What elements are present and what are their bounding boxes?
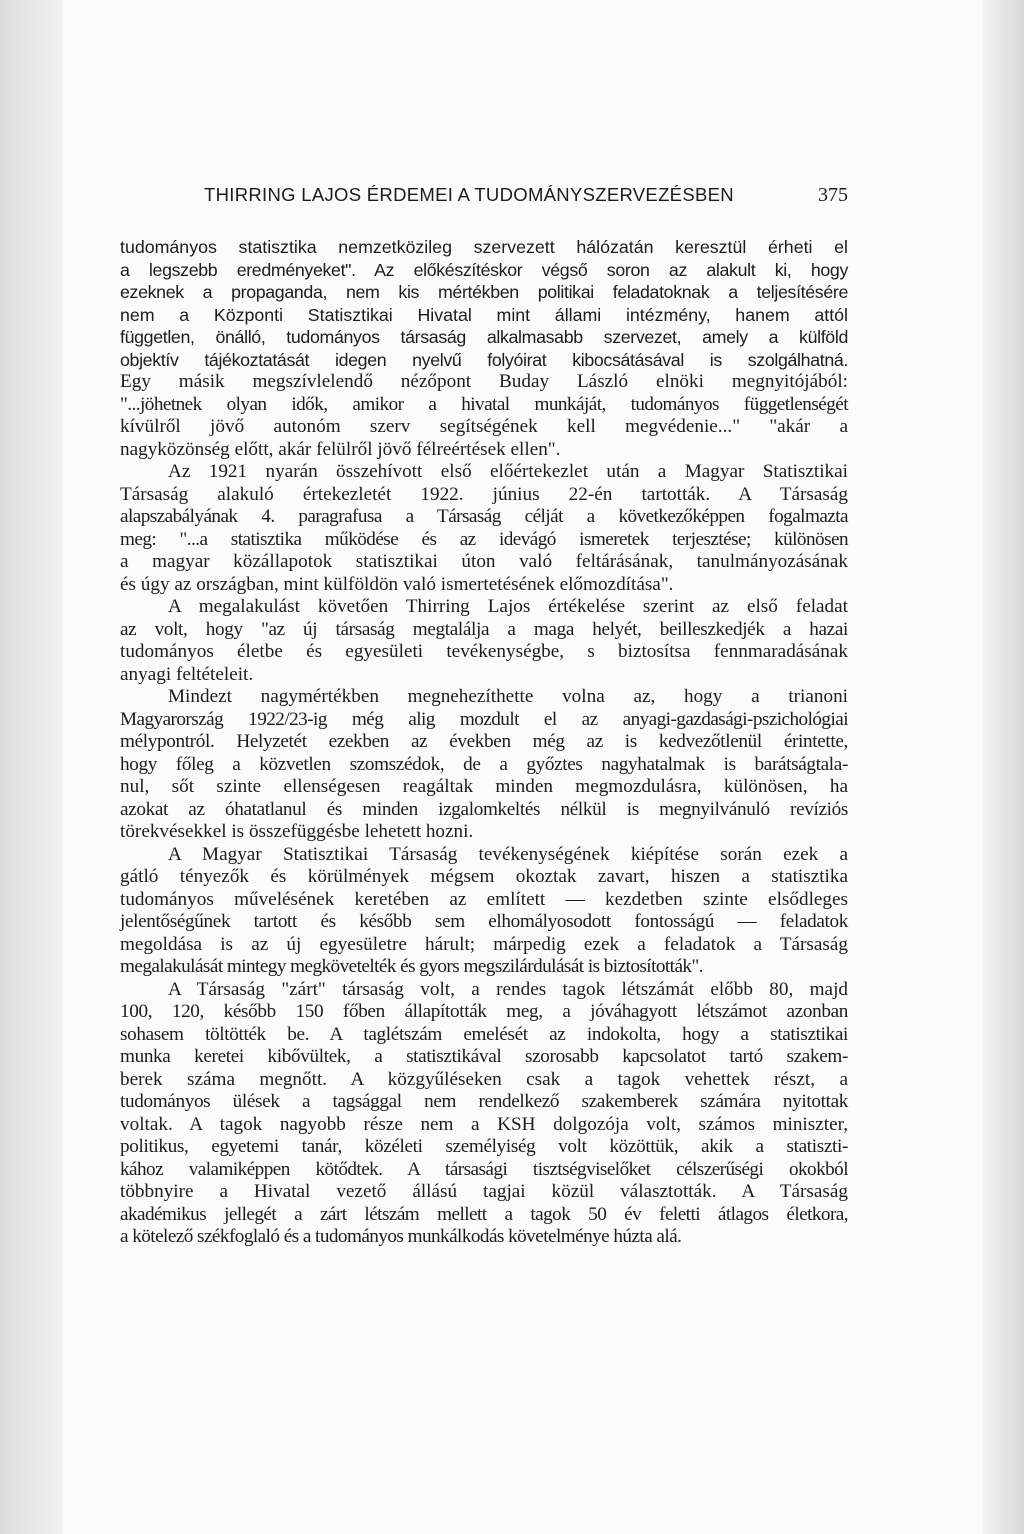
- text-line: A Társaság "zárt" társaság volt, a rendes tagok létszámát előbb 80, majd: [168, 978, 848, 1000]
- text-line: tudományos művelésének keretében az említett — kezdetben szinte elsődleges: [120, 888, 848, 910]
- text-line: munka keretei kibővültek, a statisztikával szorosabb kapcsolatot tartó szakem-: [120, 1046, 848, 1067]
- text-line: A megalakulást követően Thirring Lajos értékelése szerint az első feladat: [168, 596, 848, 617]
- text-line: Magyarország 1922/23-ig még alig mozdult el az anyagi-gazdasági-pszichológiai: [120, 708, 848, 730]
- text-line: Egy másik megszívlelendő nézőpont Buday László elnöki megnyitójából:: [120, 371, 848, 392]
- text-line: a magyar közállapotok statisztikai úton való feltárásának, tanulmányozásának: [120, 551, 848, 572]
- text-line: "...jöhetnek olyan idők, amikor a hivatal munkáját, tudományos függetlenségét: [120, 393, 848, 415]
- text-line: anyagi feltételeit.: [120, 663, 254, 685]
- running-title: THIRRING LAJOS ÉRDEMEI A TUDOMÁNYSZERVEZÉSBEN: [204, 184, 734, 205]
- text-line: Társaság alakuló értekezletét 1922. június 22-én tartották. A Társaság: [120, 483, 848, 505]
- text-line: tudományos ülések a tagsággal nem rendelkező szakemberek számára nyitottak: [120, 1091, 848, 1112]
- text-line: azokat az óhatatlanul és minden izgalomkeltés nélkül is megnyilvánuló revíziós: [120, 798, 848, 820]
- body-text: [120, 236, 848, 1476]
- text-line: 100, 120, később 150 főben állapították meg, a jóváhagyott létszámot azonban: [120, 1001, 848, 1022]
- text-line: gátló tényezők és körülmények mégsem okoztak zavart, hiszen a statisztika: [120, 866, 848, 887]
- text-line: nagyközönség előtt, akár felülről jövő félreértések ellen".: [120, 438, 561, 460]
- text-line: Az 1921 nyarán összehívott első előértekezlet után a Magyar Statisztikai: [168, 461, 848, 482]
- text-line: tudományos statisztika nemzetközileg szervezett hálózatán keresztül érheti el: [120, 237, 848, 257]
- text-line: kához valamiképpen kötődtek. A társasági tisztségviselőket célszerűségi okokból: [120, 1158, 848, 1180]
- text-line: ezeknek a propaganda, nem kis mértékben politikai feladatoknak a teljesítésére: [120, 282, 848, 302]
- text-line: tudományos életbe és egyesületi tevékenységbe, s biztosítsa fennmaradásának: [120, 641, 848, 662]
- text-line: megalakulását mintegy megkövetelték és gyors megszilárdulását is biztosították".: [120, 956, 704, 977]
- scan-shadow-right: [984, 0, 1024, 1534]
- text-line: A Magyar Statisztikai Társaság tevékenységének kiépítése során ezek a: [168, 843, 848, 865]
- text-line: a legszebb eredményeket". Az előkészítéskor végső soron az alakult ki, hogy: [120, 259, 848, 280]
- text-line: nul, sőt szinte ellenségesen reagáltak minden megmozdulásra, különösen, ha: [120, 776, 848, 797]
- text-line: a kötelező székfoglaló és a tudományos munkálkodás követelménye húzta alá.: [120, 1226, 682, 1247]
- text-line: független, önálló, tudományos társaság alkalmasabb szervezet, amely a külföld: [120, 327, 848, 347]
- text-line: sohasem töltötték be. A taglétszám emelését az indokolta, hogy a statisztikai: [120, 1023, 848, 1045]
- text-line: voltak. A tagok nagyobb része nem a KSH dolgozója volt, számos miniszter,: [120, 1113, 848, 1135]
- text-line: Mindezt nagymértékben megnehezíthette volna az, hogy a trianoni: [168, 686, 848, 707]
- text-line: az volt, hogy "az új társaság megtalálja a maga helyét, beilleszkedjék a hazai: [120, 618, 848, 640]
- running-head: [120, 178, 848, 212]
- text-line: megoldása is az új egyesületre hárult; márpedig ezek a feladatok a Társaság: [120, 933, 848, 955]
- text-line: berek száma megnőtt. A közgyűléseken csak a tagok vehettek részt, a: [120, 1068, 848, 1090]
- text-line: nem a Központi Statisztikai Hivatal mint állami intézmény, hanem attól: [120, 304, 848, 325]
- text-line: politikus, egyetemi tanár, közéleti személyiség volt közöttük, akik a statiszti-: [120, 1136, 848, 1157]
- text-line: hogy főleg a közvetlen szomszédok, de a győztes nagyhatalmak is barátságtala-: [120, 753, 848, 775]
- page-number: 375: [818, 184, 848, 206]
- text-line: jelentőségűnek tartott és később sem elhomályosodott fontosságú — feladatok: [120, 911, 848, 932]
- text-line: és úgy az országban, mint külföldön való ismertetésének előmozdítása".: [120, 573, 674, 595]
- text-line: alapszabályának 4. paragrafusa a Társaság célját a következőképpen fogalmazta: [120, 506, 848, 527]
- text-line: többnyire a Hivatal vezető állású tagjai közül választották. A Társaság: [120, 1181, 848, 1202]
- scan-shadow-left: [0, 0, 62, 1534]
- text-line: objektív tájékoztatását idegen nyelvű folyóirat kibocsátásával is szolgálhatná.: [120, 349, 848, 370]
- text-line: mélypontról. Helyzetét ezekben az években még az is kedvezőtlenül érintette,: [120, 731, 848, 752]
- text-line: kívülről jövő autonóm szerv segítségének kell megvédenie..." "akár a: [120, 416, 848, 437]
- text-line: meg: "...a statisztika működése és az idevágó ismeretek terjesztése; különösen: [120, 528, 848, 550]
- text-line: törekvésekkel is összefüggésbe lehetett hozni.: [120, 821, 474, 842]
- text-line: akadémikus jellegét a zárt létszám mellett a tagok 50 év feletti átlagos életkora,: [120, 1203, 848, 1225]
